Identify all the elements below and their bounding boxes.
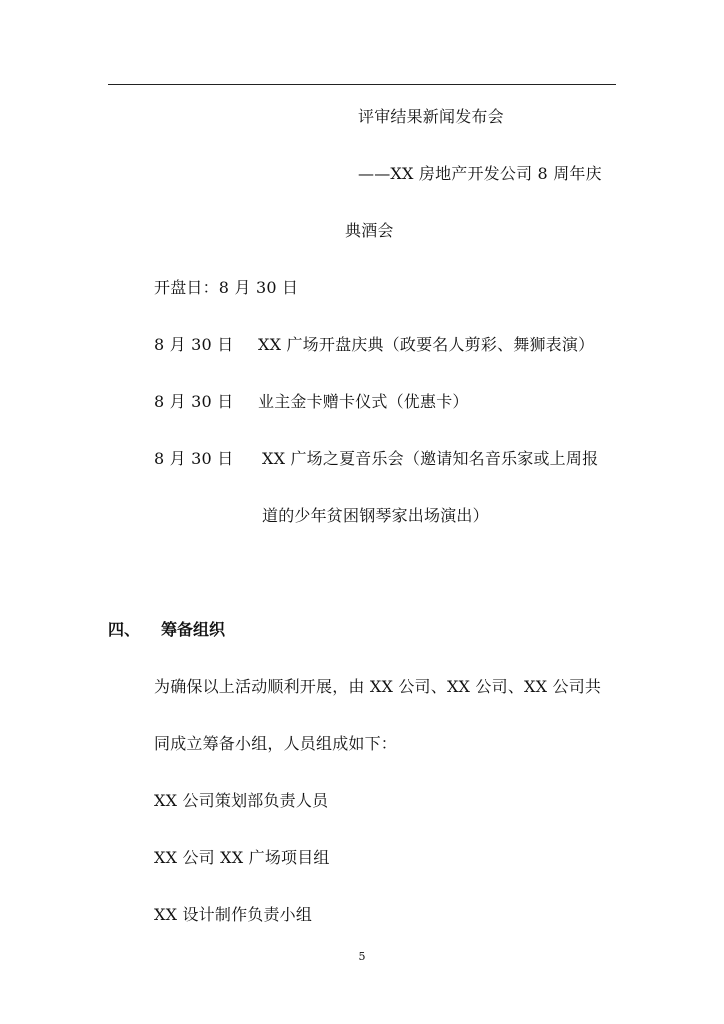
schedule-date-2: 8 月 30 日 — [154, 392, 234, 411]
section-paragraph-line-1: 为确保以上活动顺利开展，由 XX 公司、XX 公司、XX 公司共 — [154, 677, 602, 696]
schedule-date-3: 8 月 30 日 — [154, 449, 234, 468]
subtitle-line-2: ——XX 房地产开发公司 8 周年庆 — [358, 164, 602, 183]
member-item-2: XX 公司 XX 广场项目组 — [154, 848, 330, 867]
section-paragraph-line-2: 同成立筹备小组，人员组成如下： — [154, 734, 398, 753]
subtitle-line-1: 评审结果新闻发布会 — [358, 107, 504, 126]
schedule-event-3-continued: 道的少年贫困钢琴家出场演出） — [262, 506, 489, 525]
opening-day-label: 开盘日：8 月 30 日 — [154, 278, 299, 297]
member-item-1: XX 公司策划部负责人员 — [154, 791, 329, 810]
schedule-event-2: 业主金卡赠卡仪式（优惠卡） — [258, 392, 469, 411]
section-number: 四、 — [108, 620, 141, 639]
header-rule — [108, 84, 616, 85]
section-title: 筹备组织 — [161, 620, 226, 639]
subtitle-line-3: 典酒会 — [345, 221, 394, 240]
schedule-date-1: 8 月 30 日 — [154, 335, 234, 354]
schedule-event-3: XX 广场之夏音乐会（邀请知名音乐家或上周报 — [262, 449, 599, 468]
schedule-event-1: XX 广场开盘庆典（政要名人剪彩、舞狮表演） — [258, 335, 595, 354]
member-item-3: XX 设计制作负责小组 — [154, 905, 313, 924]
page-number: 5 — [358, 950, 366, 963]
